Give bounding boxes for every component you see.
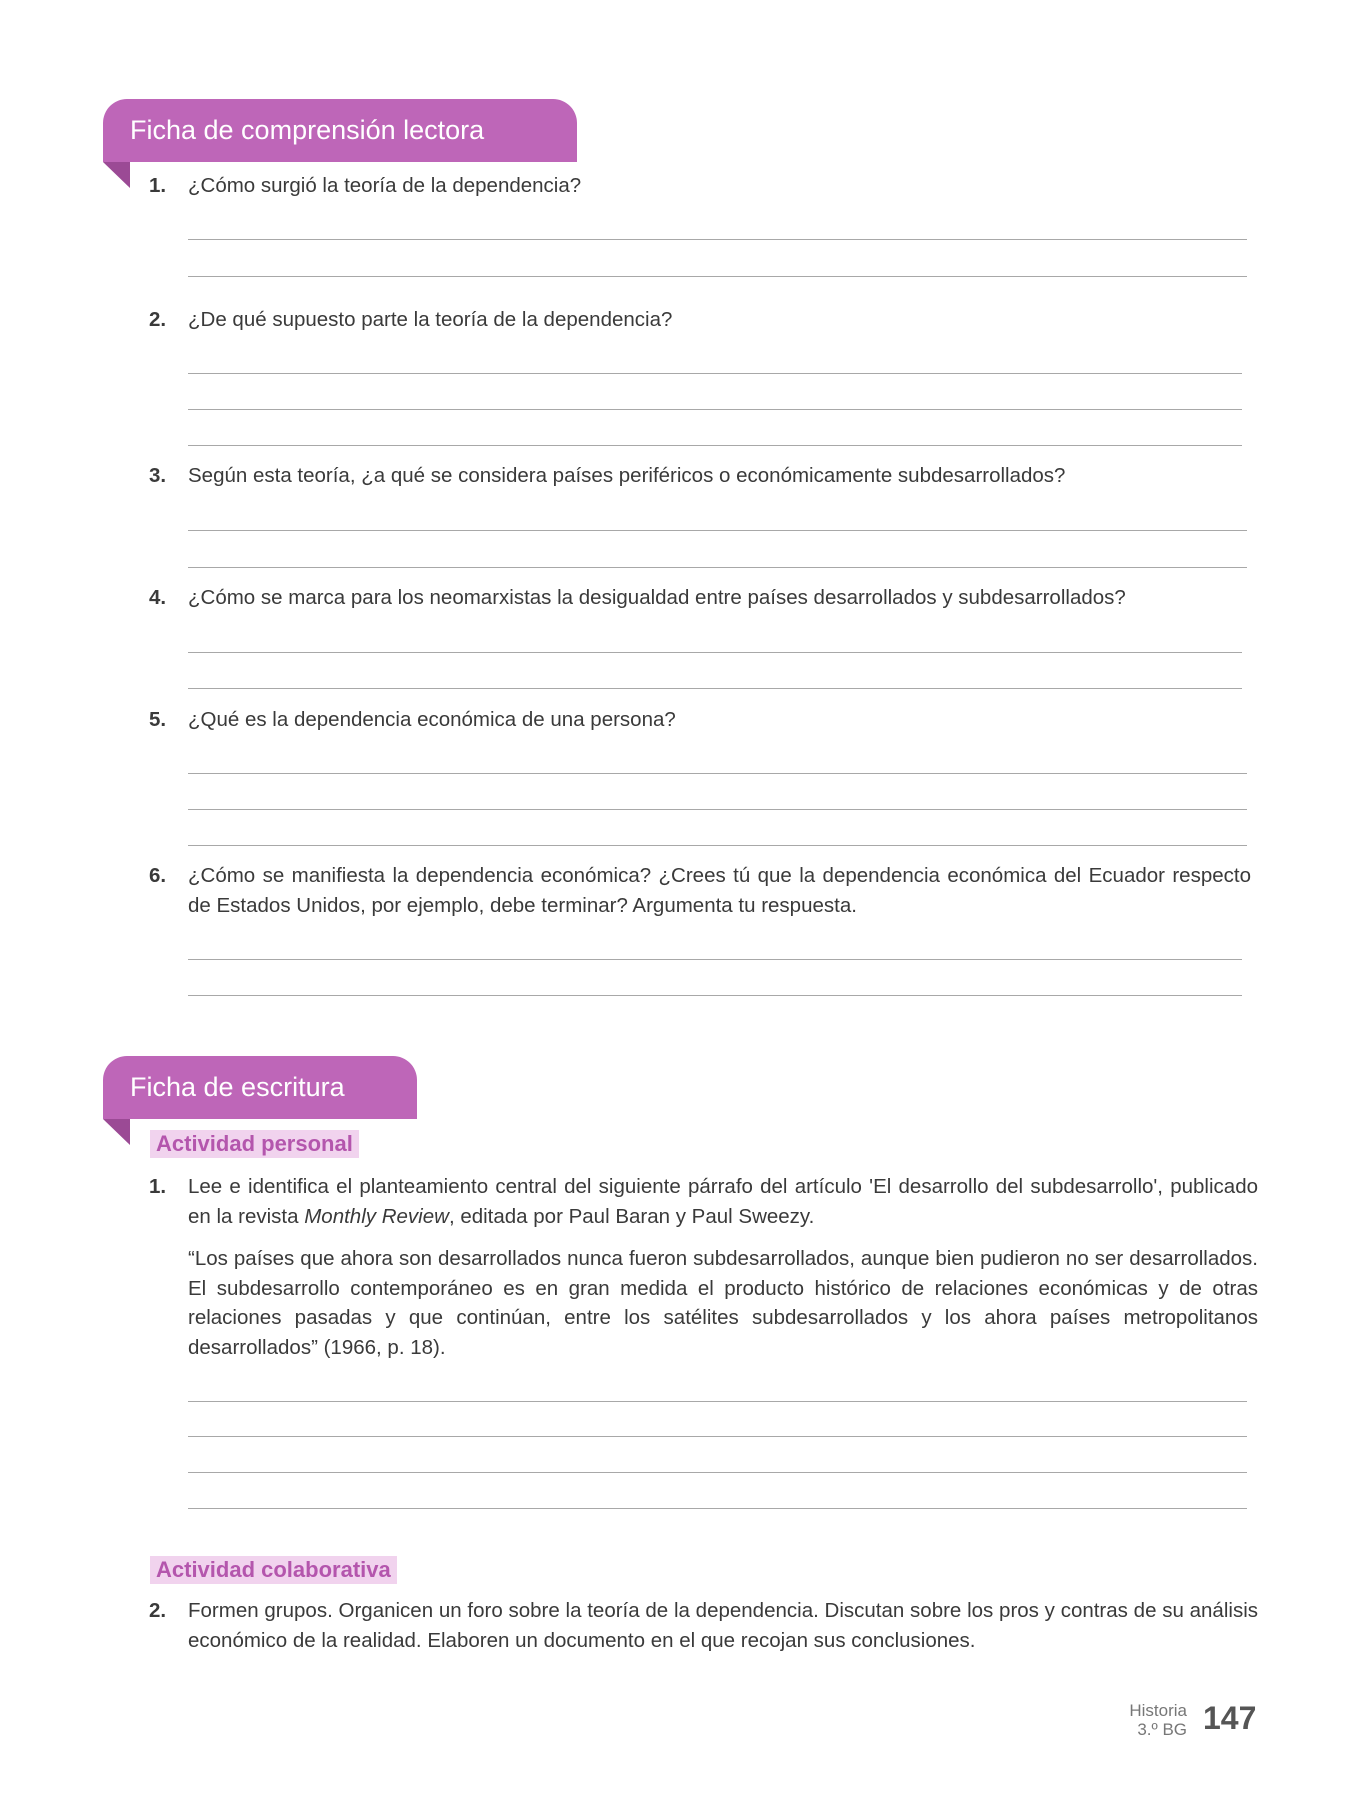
quote-paragraph: “Los países que ahora son desarrollados nunca fueron subdesarrollados, aunque bien pudieron no ser desarrollados. El subdesarrollo contemporáneo es en gran medida el producto histórico de relaciones económicas y de otras relaciones pasadas y que continúan, entre los satélites subdesarrollados y los ahora países metropolitanos desarrollados” (1966, p. 18). — [188, 1247, 1258, 1360]
item-text-part: Lee e identifica el planteamiento central del siguiente párrafo del artículo 'El desarrollo del subdesarrollo', publicado en la revista — [188, 1175, 1258, 1228]
item-number: 1. — [149, 1175, 167, 1198]
question-6 — [149, 861, 1251, 921]
answer-line[interactable] — [188, 1472, 1247, 1473]
question-text: Según esta teoría, ¿a qué se considera países periféricos o económicamente subdesarrollados? — [188, 464, 1066, 487]
question-number: 4. — [149, 586, 167, 609]
banner-fold — [103, 162, 130, 188]
answer-line[interactable] — [188, 959, 1242, 960]
grade: 3.º BG — [1137, 1720, 1187, 1739]
answer-line[interactable] — [188, 1401, 1247, 1402]
footer-subject — [1129, 1701, 1187, 1739]
banner-fold — [103, 1119, 130, 1145]
section-banner-comprension — [103, 99, 577, 162]
answer-line[interactable] — [188, 1508, 1247, 1509]
item-2 — [149, 1596, 1258, 1656]
answer-line[interactable] — [188, 409, 1242, 410]
question-text: ¿Cómo surgió la teoría de la dependencia? — [188, 174, 582, 197]
answer-line[interactable] — [188, 809, 1247, 810]
section-banner-escritura — [103, 1056, 417, 1119]
answer-line[interactable] — [188, 239, 1247, 240]
question-text: ¿Qué es la dependencia económica de una persona? — [188, 708, 676, 731]
question-number: 6. — [149, 864, 167, 887]
question-text: ¿De qué supuesto parte la teoría de la dependencia? — [188, 308, 673, 331]
answer-line[interactable] — [188, 567, 1247, 568]
question-4 — [149, 583, 1258, 613]
question-number: 1. — [149, 174, 167, 197]
subject-name: Historia — [1129, 1701, 1187, 1720]
question-text: ¿Cómo se manifiesta la dependencia económica? ¿Crees tú que la dependencia económica del Ecuador respecto de Estados Unidos, por ejemplo, debe terminar? Argumenta tu respuesta. — [188, 864, 1251, 917]
answer-line[interactable] — [188, 652, 1242, 653]
question-2 — [149, 305, 1258, 335]
activity-label-personal: Actividad personal — [150, 1130, 359, 1158]
answer-line[interactable] — [188, 445, 1242, 446]
answer-line[interactable] — [188, 276, 1247, 277]
question-3 — [149, 461, 1258, 491]
answer-line[interactable] — [188, 845, 1247, 846]
item-number: 2. — [149, 1599, 167, 1622]
item-text: Formen grupos. Organicen un foro sobre la teoría de la dependencia. Discutan sobre los pros y contras de su análisis económico de la realidad. Elaboren un documento en el que recojan sus conclusiones. — [188, 1599, 1258, 1652]
item-text — [188, 1172, 1258, 1232]
question-text: ¿Cómo se marca para los neomarxistas la desigualdad entre países desarrollados y subdesarrollados? — [188, 586, 1126, 609]
journal-title: Monthly Review — [304, 1205, 449, 1228]
activity-label-collab: Actividad colaborativa — [150, 1556, 397, 1584]
item-1 — [149, 1172, 1258, 1232]
answer-line[interactable] — [188, 995, 1242, 996]
question-5 — [149, 705, 1258, 735]
section-title: Ficha de comprensión lectora — [130, 115, 485, 145]
answer-line[interactable] — [188, 530, 1247, 531]
question-number: 5. — [149, 708, 167, 731]
question-number: 2. — [149, 308, 167, 331]
section-title: Ficha de escritura — [130, 1072, 345, 1102]
answer-line[interactable] — [188, 773, 1247, 774]
question-number: 3. — [149, 464, 167, 487]
page-number: 147 — [1203, 1700, 1257, 1736]
item-text-part: , editada por Paul Baran y Paul Sweezy. — [448, 1205, 815, 1228]
answer-line[interactable] — [188, 1436, 1247, 1437]
answer-line[interactable] — [188, 373, 1242, 374]
question-1 — [149, 171, 1258, 201]
answer-line[interactable] — [188, 688, 1242, 689]
